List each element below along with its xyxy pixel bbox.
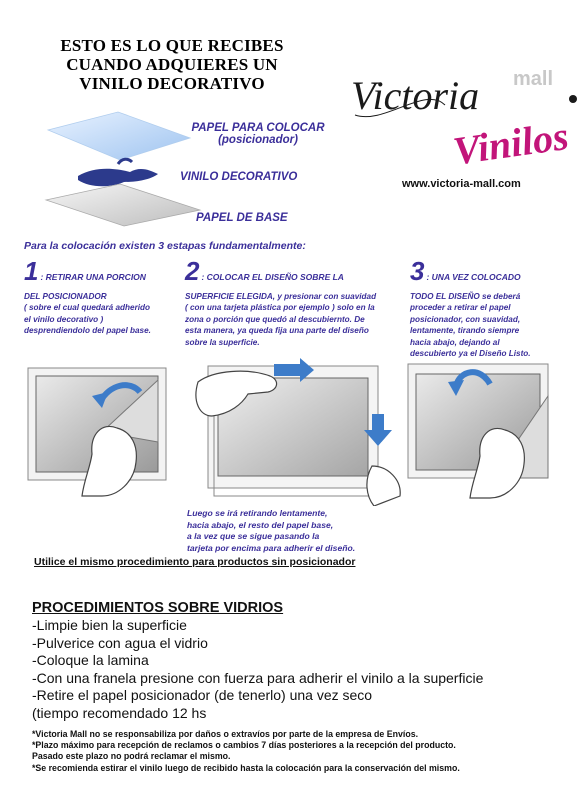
layer-label-bottom: PAPEL DE BASE xyxy=(196,212,288,224)
note-line: a la vez que se sigue pasando la xyxy=(187,531,320,542)
victoria-vinilos-logo xyxy=(345,65,585,170)
note-line: Luego se irá retirando lentamente, xyxy=(187,508,328,518)
step-1-line: DEL POSICIONADOR xyxy=(24,292,107,301)
procedure-item: -Retire el papel posicionador (de tenerlo) una vez seco xyxy=(32,687,373,704)
step-2-note xyxy=(187,508,377,554)
note-line: tarjeta por encima para adherir el diseño. xyxy=(187,542,356,553)
step-2-line: esta manera, ya queda fija una parte del diseño xyxy=(185,326,369,336)
procedures-list xyxy=(32,617,483,723)
base-paper-shape xyxy=(46,184,200,226)
procedure-item: -Con una franela presione con fuerza para adherir el vinilo a la superficie xyxy=(32,669,484,686)
step-1-line: desprendiendolo del papel base. xyxy=(24,326,151,336)
intro-text: Para la colocación existen 3 estapas fundamentalmente: xyxy=(24,240,306,252)
logo-script-text: Vinilos xyxy=(450,112,572,170)
step-1 xyxy=(24,256,184,337)
layer-label-top xyxy=(168,122,348,146)
step-3-line: lentamente, tirando siempre xyxy=(410,326,520,336)
step-3-illustration xyxy=(404,360,554,502)
pulling-hand-icon xyxy=(367,466,400,506)
disclaimer-item: Pasado este plazo no podrá reclamar el mismo. xyxy=(32,751,231,762)
same-procedure-note: Utilice el mismo procedimiento para productos sin posicionador xyxy=(34,556,356,568)
step-2-line: ( con una tarjeta plástica por ejemplo ) solo en la xyxy=(185,303,375,313)
step-1-illustration xyxy=(22,362,172,502)
disclaimer-item: *Plazo máximo para recepción de reclamos o cambios 7 días posteriores a la recepción del producto. xyxy=(32,740,456,751)
step-1-heading: : RETIRAR UNA PORCION xyxy=(40,272,146,282)
step-3-line: descubierto ya el Diseño Listo. xyxy=(410,349,531,359)
step-3-number: 3 xyxy=(410,256,425,286)
page-title xyxy=(22,36,322,93)
step-3-line: posicionador, con suavidad, xyxy=(410,314,521,324)
title-line-3: VINILO DECORATIVO xyxy=(79,74,265,93)
step-3-line: proceder a retirar el papel xyxy=(410,303,511,313)
step-2-line: sobre la superficie. xyxy=(185,337,260,347)
note-line: hacia abajo, el resto del papel base, xyxy=(187,519,334,530)
layer-top-sub-text: (posicionador) xyxy=(218,134,298,146)
vinyl-shape xyxy=(78,169,158,187)
step-2-body xyxy=(185,291,400,348)
title-line-2: CUANDO ADQUIERES UN xyxy=(66,55,278,74)
step-2-heading: : COLOCAR EL DISEÑO SOBRE LA xyxy=(201,272,344,282)
disclaimer-item: *Victoria Mall no se responsabiliza por daños o extravíos por parte de la empresa de Envíos. xyxy=(32,729,419,739)
step-3-body xyxy=(410,291,580,359)
disclaimers xyxy=(32,729,460,774)
step-3-heading: : UNA VEZ COLOCADO xyxy=(426,272,521,282)
step-3-line: TODO EL DISEÑO se deberá xyxy=(410,292,521,301)
step-2 xyxy=(185,256,400,348)
procedure-item: -Pulverice con agua el vidrio xyxy=(32,634,208,651)
step-2-number: 2 xyxy=(185,256,200,286)
logo-main-text: Victoria xyxy=(351,73,480,118)
layer-top-text: PAPEL PARA COLOCAR xyxy=(191,122,325,134)
procedure-item: -Limpie bien la superficie xyxy=(32,617,187,633)
layer-label-middle: VINILO DECORATIVO xyxy=(180,171,298,183)
step-1-line: el vinilo decorativo ) xyxy=(24,314,104,324)
logo-graphic xyxy=(345,65,585,170)
step-1-line: ( sobre el cual quedará adherido xyxy=(24,303,151,313)
logo-small-text: mall xyxy=(513,68,554,90)
step-2-line: zona o porción que quedó al descubiernto. De xyxy=(185,314,365,324)
step-2-illustration xyxy=(178,356,408,506)
procedures-title: PROCEDIMIENTOS SOBRE VIDRIOS xyxy=(32,600,284,616)
step-1-body xyxy=(24,291,184,337)
step-2-line: SUPERFICIE ELEGIDA, y presionar con suavidad xyxy=(185,292,377,301)
procedure-item: (tiempo recomendado 12 hs xyxy=(32,704,207,721)
website-url: www.victoria-mall.com xyxy=(402,178,521,190)
title-line-1: ESTO ES LO QUE RECIBES xyxy=(60,36,284,55)
procedure-item: -Coloque la lamina xyxy=(32,652,149,669)
step-3-line: hacia abajo, dejando al xyxy=(410,337,500,347)
step-3 xyxy=(410,256,580,359)
step-1-number: 1 xyxy=(24,256,39,286)
disclaimer-item: *Se recomienda estirar el vinilo luego de recibido hasta la colocación para la conservación del mismo. xyxy=(32,762,460,773)
